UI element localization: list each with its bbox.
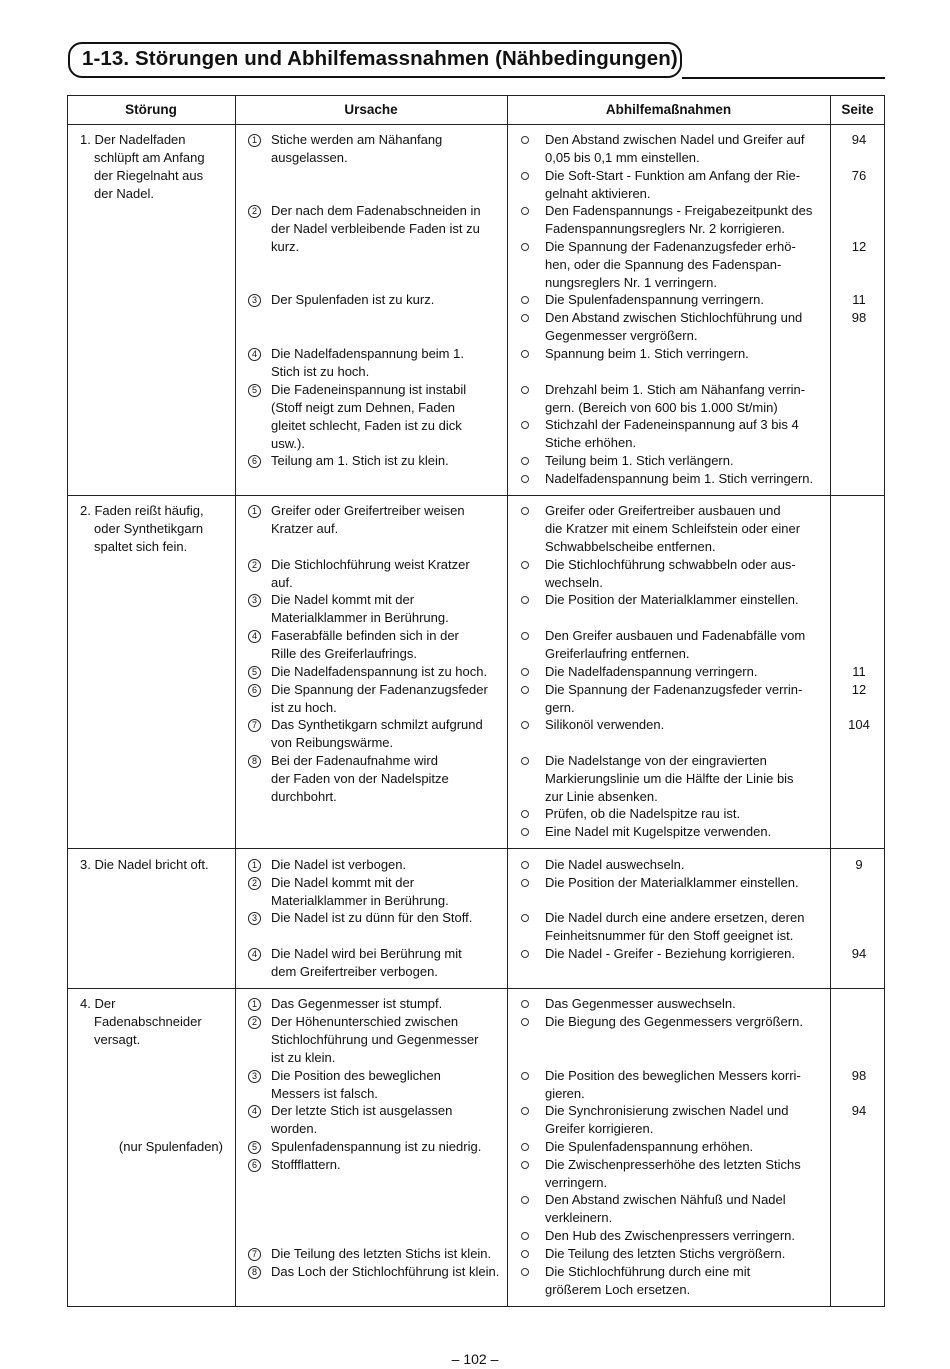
cause-text: Die Teilung des letzten Stichs ist klein.	[271, 1246, 492, 1261]
cause-number-icon: 2	[248, 1016, 261, 1029]
remedy-text: verringern.	[545, 1175, 608, 1190]
bullet-circle-icon	[521, 1232, 529, 1240]
bullet-circle-icon	[521, 686, 529, 694]
cause-text: dem Greifertreiber verbogen.	[271, 964, 438, 979]
cause-number-icon: 4	[248, 1105, 261, 1118]
cause-text: ist zu hoch.	[271, 700, 337, 715]
bullet-circle-icon	[521, 172, 529, 180]
remedy-text: Prüfen, ob die Nadelspitze rau ist.	[545, 806, 741, 821]
remedy-text: Die Spannung der Fadenanzugsfeder erhö-	[545, 239, 796, 254]
remedy-text: Schwabbelscheibe entfernen.	[545, 539, 716, 554]
cause-text: Der nach dem Fadenabschneiden in	[271, 203, 481, 218]
page-title: 1-13. Störungen und Abhilfemassnahmen (Nähbedingungen)	[82, 47, 678, 70]
remedy-text: größerem Loch ersetzen.	[545, 1282, 691, 1297]
header-ursache: Ursache	[344, 102, 398, 117]
cause-number-icon: 3	[248, 594, 261, 607]
remedy-text: Die Spulenfadenspannung erhöhen.	[545, 1139, 754, 1154]
remedy-text: hen, oder die Spannung des Fadenspan-	[545, 257, 782, 272]
cause-number-icon: 3	[248, 912, 261, 925]
cause-number-icon: 1	[248, 859, 261, 872]
remedy-text: Silikonöl verwenden.	[545, 717, 665, 732]
remedy-text: Die Position der Materialklammer einstellen.	[545, 592, 799, 607]
page-reference: 12	[851, 682, 867, 697]
remedy-text: Die Nadelstange von der eingravierten	[545, 753, 767, 768]
cause-text: Kratzer auf.	[271, 521, 339, 536]
remedy-text: Die Zwischenpresserhöhe des letzten Stichs	[545, 1157, 801, 1172]
problem-text: 1. Der Nadelfaden	[80, 132, 186, 147]
bullet-circle-icon	[521, 668, 529, 676]
bullet-circle-icon	[521, 632, 529, 640]
remedy-text: nungsreglers Nr. 1 verringern.	[545, 275, 717, 290]
remedy-text: Die Nadel auswechseln.	[545, 857, 685, 872]
cause-text: Die Fadeneinspannung ist instabil	[271, 382, 467, 397]
bullet-circle-icon	[521, 721, 529, 729]
row-divider	[67, 988, 885, 989]
cause-number-icon: 3	[248, 294, 261, 307]
cause-text: Stiche werden am Nähanfang	[271, 132, 443, 147]
remedy-text: Den Abstand zwischen Nähfuß und Nadel	[545, 1192, 786, 1207]
cause-text: Der Höhenunterschied zwischen	[271, 1014, 459, 1029]
cause-text: Das Gegenmesser ist stumpf.	[271, 996, 443, 1011]
remedy-text: Stichzahl der Fadeneinspannung auf 3 bis 4	[545, 417, 799, 432]
bullet-circle-icon	[521, 421, 529, 429]
cause-text: Die Stichlochführung weist Kratzer	[271, 557, 470, 572]
remedy-text: Spannung beim 1. Stich verringern.	[545, 346, 749, 361]
cause-text: ausgelassen.	[271, 150, 348, 165]
page-reference: 12	[851, 239, 867, 254]
cause-text: Materialklammer in Berührung.	[271, 893, 449, 908]
page-reference: 76	[851, 168, 867, 183]
cause-text: von Reibungswärme.	[271, 735, 394, 750]
cause-number-icon: 4	[248, 948, 261, 961]
bullet-circle-icon	[521, 879, 529, 887]
cause-number-icon: 7	[248, 1248, 261, 1261]
bullet-circle-icon	[521, 861, 529, 869]
cause-text: Rille des Greiferlaufrings.	[271, 646, 417, 661]
page-reference: 94	[851, 946, 867, 961]
cause-text: Teilung am 1. Stich ist zu klein.	[271, 453, 449, 468]
remedy-text: Eine Nadel mit Kugelspitze verwenden.	[545, 824, 772, 839]
remedy-text: zur Linie absenken.	[545, 789, 658, 804]
remedy-text: Drehzahl beim 1. Stich am Nähanfang verrin-	[545, 382, 806, 397]
bullet-circle-icon	[521, 950, 529, 958]
bullet-circle-icon	[521, 296, 529, 304]
cause-text: ist zu klein.	[271, 1050, 336, 1065]
cause-text: der Nadel verbleibende Faden ist zu	[271, 221, 480, 236]
problem-text: 2. Faden reißt häufig,	[80, 503, 204, 518]
remedy-text: Das Gegenmesser auswechseln.	[545, 996, 736, 1011]
remedy-text: Die Nadel - Greifer - Beziehung korrigieren.	[545, 946, 795, 961]
remedy-text: Die Position der Materialklammer einstellen.	[545, 875, 799, 890]
cause-text: usw.).	[271, 436, 305, 451]
cause-number-icon: 1	[248, 998, 261, 1011]
header-seite: Seite	[841, 102, 874, 117]
page-reference: 11	[852, 664, 866, 679]
header-stoerung: Störung	[125, 102, 177, 117]
cause-text: Stich ist zu hoch.	[271, 364, 370, 379]
column-divider	[235, 95, 236, 1307]
bullet-circle-icon	[521, 1250, 529, 1258]
remedy-text: die Kratzer mit einem Schleifstein oder einer	[545, 521, 801, 536]
remedy-text: Feinheitsnummer für den Stoff geeignet ist.	[545, 928, 794, 943]
remedy-text: Gegenmesser vergrößern.	[545, 328, 698, 343]
cause-text: kurz.	[271, 239, 300, 254]
cause-text: Die Position des beweglichen	[271, 1068, 441, 1083]
cause-text: Die Nadel ist zu dünn für den Stoff.	[271, 910, 473, 925]
page-reference: 104	[848, 717, 870, 732]
remedy-text: Den Abstand zwischen Nadel und Greifer auf	[545, 132, 805, 147]
remedy-text: Die Spulenfadenspannung verringern.	[545, 292, 764, 307]
cause-number-icon: 3	[248, 1070, 261, 1083]
cause-text: Stoffflattern.	[271, 1157, 341, 1172]
remedy-text: Den Abstand zwischen Stichlochführung und	[545, 310, 803, 325]
bullet-circle-icon	[521, 350, 529, 358]
remedy-text: gieren.	[545, 1086, 585, 1101]
cause-number-icon: 6	[248, 684, 261, 697]
problem-text: versagt.	[94, 1032, 141, 1047]
cause-number-icon: 8	[248, 1266, 261, 1279]
cause-text: Materialklammer in Berührung.	[271, 610, 449, 625]
page-number: – 102 –	[451, 1351, 499, 1367]
bullet-circle-icon	[521, 561, 529, 569]
cause-text: gleitet schlecht, Faden ist zu dick	[271, 418, 462, 433]
page-reference: 98	[851, 310, 867, 325]
cause-number-icon: 4	[248, 630, 261, 643]
problem-note: (nur Spulenfaden)	[118, 1139, 223, 1154]
cause-number-icon: 1	[248, 505, 261, 518]
page-reference: 11	[852, 292, 866, 307]
remedy-text: Greiferlaufring entfernen.	[545, 646, 690, 661]
problem-text: der Riegelnaht aus	[94, 168, 204, 183]
cause-number-icon: 5	[248, 384, 261, 397]
page-reference: 94	[851, 132, 867, 147]
remedy-text: verkleinern.	[545, 1210, 613, 1225]
cause-number-icon: 5	[248, 666, 261, 679]
problem-text: der Nadel.	[94, 186, 154, 201]
cause-text: Die Nadel kommt mit der	[271, 875, 415, 890]
remedy-text: Den Fadenspannungs - Freigabezeitpunkt des	[545, 203, 813, 218]
cause-text: Die Nadelfadenspannung beim 1.	[271, 346, 464, 361]
remedy-text: Die Teilung des letzten Stichs vergrößern.	[545, 1246, 786, 1261]
cause-number-icon: 1	[248, 134, 261, 147]
remedy-text: Die Biegung des Gegenmessers vergrößern.	[545, 1014, 803, 1029]
cause-text: Die Nadelfadenspannung ist zu hoch.	[271, 664, 488, 679]
troubleshooting-table	[67, 95, 885, 1307]
problem-text: schlüpft am Anfang	[94, 150, 205, 165]
bullet-circle-icon	[521, 507, 529, 515]
remedy-text: Die Spannung der Fadenanzugsfeder verrin-	[545, 682, 803, 697]
row-divider	[67, 495, 885, 496]
remedy-text: Teilung beim 1. Stich verlängern.	[545, 453, 734, 468]
cause-text: Die Spannung der Fadenanzugsfeder	[271, 682, 488, 697]
bullet-circle-icon	[521, 386, 529, 394]
bullet-circle-icon	[521, 757, 529, 765]
cause-number-icon: 6	[248, 455, 261, 468]
remedy-text: Die Stichlochführung schwabbeln oder aus-	[545, 557, 796, 572]
cause-number-icon: 2	[248, 205, 261, 218]
bullet-circle-icon	[521, 1143, 529, 1151]
bullet-circle-icon	[521, 136, 529, 144]
page-reference: 94	[851, 1103, 867, 1118]
cause-text: der Faden von der Nadelspitze	[271, 771, 449, 786]
cause-number-icon: 5	[248, 1141, 261, 1154]
remedy-text: Die Nadelfadenspannung verringern.	[545, 664, 758, 679]
problem-text: spaltet sich fein.	[94, 539, 188, 554]
cause-text: Das Loch der Stichlochführung ist klein.	[271, 1264, 500, 1279]
remedy-text: Den Greifer ausbauen und Fadenabfälle vom	[545, 628, 806, 643]
remedy-text: Fadenspannungsreglers Nr. 2 korrigieren.	[545, 221, 785, 236]
cause-text: durchbohrt.	[271, 789, 337, 804]
bullet-circle-icon	[521, 1072, 529, 1080]
remedy-text: Die Synchronisierung zwischen Nadel und	[545, 1103, 789, 1118]
bullet-circle-icon	[521, 1107, 529, 1115]
bullet-circle-icon	[521, 1161, 529, 1169]
cause-number-icon: 2	[248, 877, 261, 890]
page-reference: 9	[855, 857, 863, 872]
column-divider	[830, 95, 831, 1307]
cause-text: worden.	[271, 1121, 318, 1136]
remedy-text: Die Position des beweglichen Messers korri-	[545, 1068, 801, 1083]
remedy-text: Nadelfadenspannung beim 1. Stich verringern.	[545, 471, 814, 486]
bullet-circle-icon	[521, 828, 529, 836]
remedy-text: gern. (Bereich von 600 bis 1.000 St/min)	[545, 400, 778, 415]
remedy-text: wechseln.	[545, 575, 603, 590]
problem-text: Fadenabschneider	[94, 1014, 202, 1029]
remedy-text: Greifer oder Greifertreiber ausbauen und	[545, 503, 781, 518]
cause-text: auf.	[271, 575, 293, 590]
bullet-circle-icon	[521, 914, 529, 922]
bullet-circle-icon	[521, 457, 529, 465]
page-reference: 98	[851, 1068, 867, 1083]
remedy-text: Die Nadel durch eine andere ersetzen, deren	[545, 910, 805, 925]
cause-number-icon: 6	[248, 1159, 261, 1172]
cause-number-icon: 7	[248, 719, 261, 732]
column-divider	[507, 95, 508, 1307]
bullet-circle-icon	[521, 1000, 529, 1008]
bullet-circle-icon	[521, 1018, 529, 1026]
cause-text: Messers ist falsch.	[271, 1086, 378, 1101]
bullet-circle-icon	[521, 207, 529, 215]
bullet-circle-icon	[521, 596, 529, 604]
remedy-text: Greifer korrigieren.	[545, 1121, 654, 1136]
cause-text: Der letzte Stich ist ausgelassen	[271, 1103, 453, 1118]
cause-number-icon: 4	[248, 348, 261, 361]
remedy-text: Stiche erhöhen.	[545, 435, 637, 450]
cause-text: Faserabfälle befinden sich in der	[271, 628, 459, 643]
cause-text: Die Nadel ist verbogen.	[271, 857, 407, 872]
cause-text: (Stoff neigt zum Dehnen, Faden	[271, 400, 456, 415]
header-rule	[67, 124, 885, 125]
header-abhilfe: Abhilfemaßnahmen	[605, 102, 732, 117]
cause-text: Die Nadel kommt mit der	[271, 592, 415, 607]
cause-text: Stichlochführung und Gegenmesser	[271, 1032, 479, 1047]
remedy-text: Markierungslinie um die Hälfte der Linie bis	[545, 771, 794, 786]
remedy-text: Den Hub des Zwischenpressers verringern.	[545, 1228, 795, 1243]
problem-text: 4. Der	[80, 996, 116, 1011]
title-rule	[682, 77, 885, 79]
cause-number-icon: 8	[248, 755, 261, 768]
bullet-circle-icon	[521, 314, 529, 322]
cause-text: Der Spulenfaden ist zu kurz.	[271, 292, 435, 307]
remedy-text: gern.	[545, 700, 575, 715]
problem-text: oder Synthetikgarn	[94, 521, 204, 536]
remedy-text: Die Stichlochführung durch eine mit	[545, 1264, 751, 1279]
bullet-circle-icon	[521, 243, 529, 251]
bullet-circle-icon	[521, 1268, 529, 1276]
cause-text: Die Nadel wird bei Berührung mit	[271, 946, 462, 961]
remedy-text: gelnaht aktivieren.	[545, 186, 651, 201]
cause-number-icon: 2	[248, 559, 261, 572]
row-divider	[67, 848, 885, 849]
cause-text: Greifer oder Greifertreiber weisen	[271, 503, 465, 518]
bullet-circle-icon	[521, 1196, 529, 1204]
bullet-circle-icon	[521, 475, 529, 483]
cause-text: Das Synthetikgarn schmilzt aufgrund	[271, 717, 483, 732]
remedy-text: Die Soft-Start - Funktion am Anfang der Rie-	[545, 168, 801, 183]
cause-text: Spulenfadenspannung ist zu niedrig.	[271, 1139, 482, 1154]
bullet-circle-icon	[521, 810, 529, 818]
cause-text: Bei der Fadenaufnahme wird	[271, 753, 438, 768]
problem-text: 3. Die Nadel bricht oft.	[80, 857, 209, 872]
remedy-text: 0,05 bis 0,1 mm einstellen.	[545, 150, 700, 165]
